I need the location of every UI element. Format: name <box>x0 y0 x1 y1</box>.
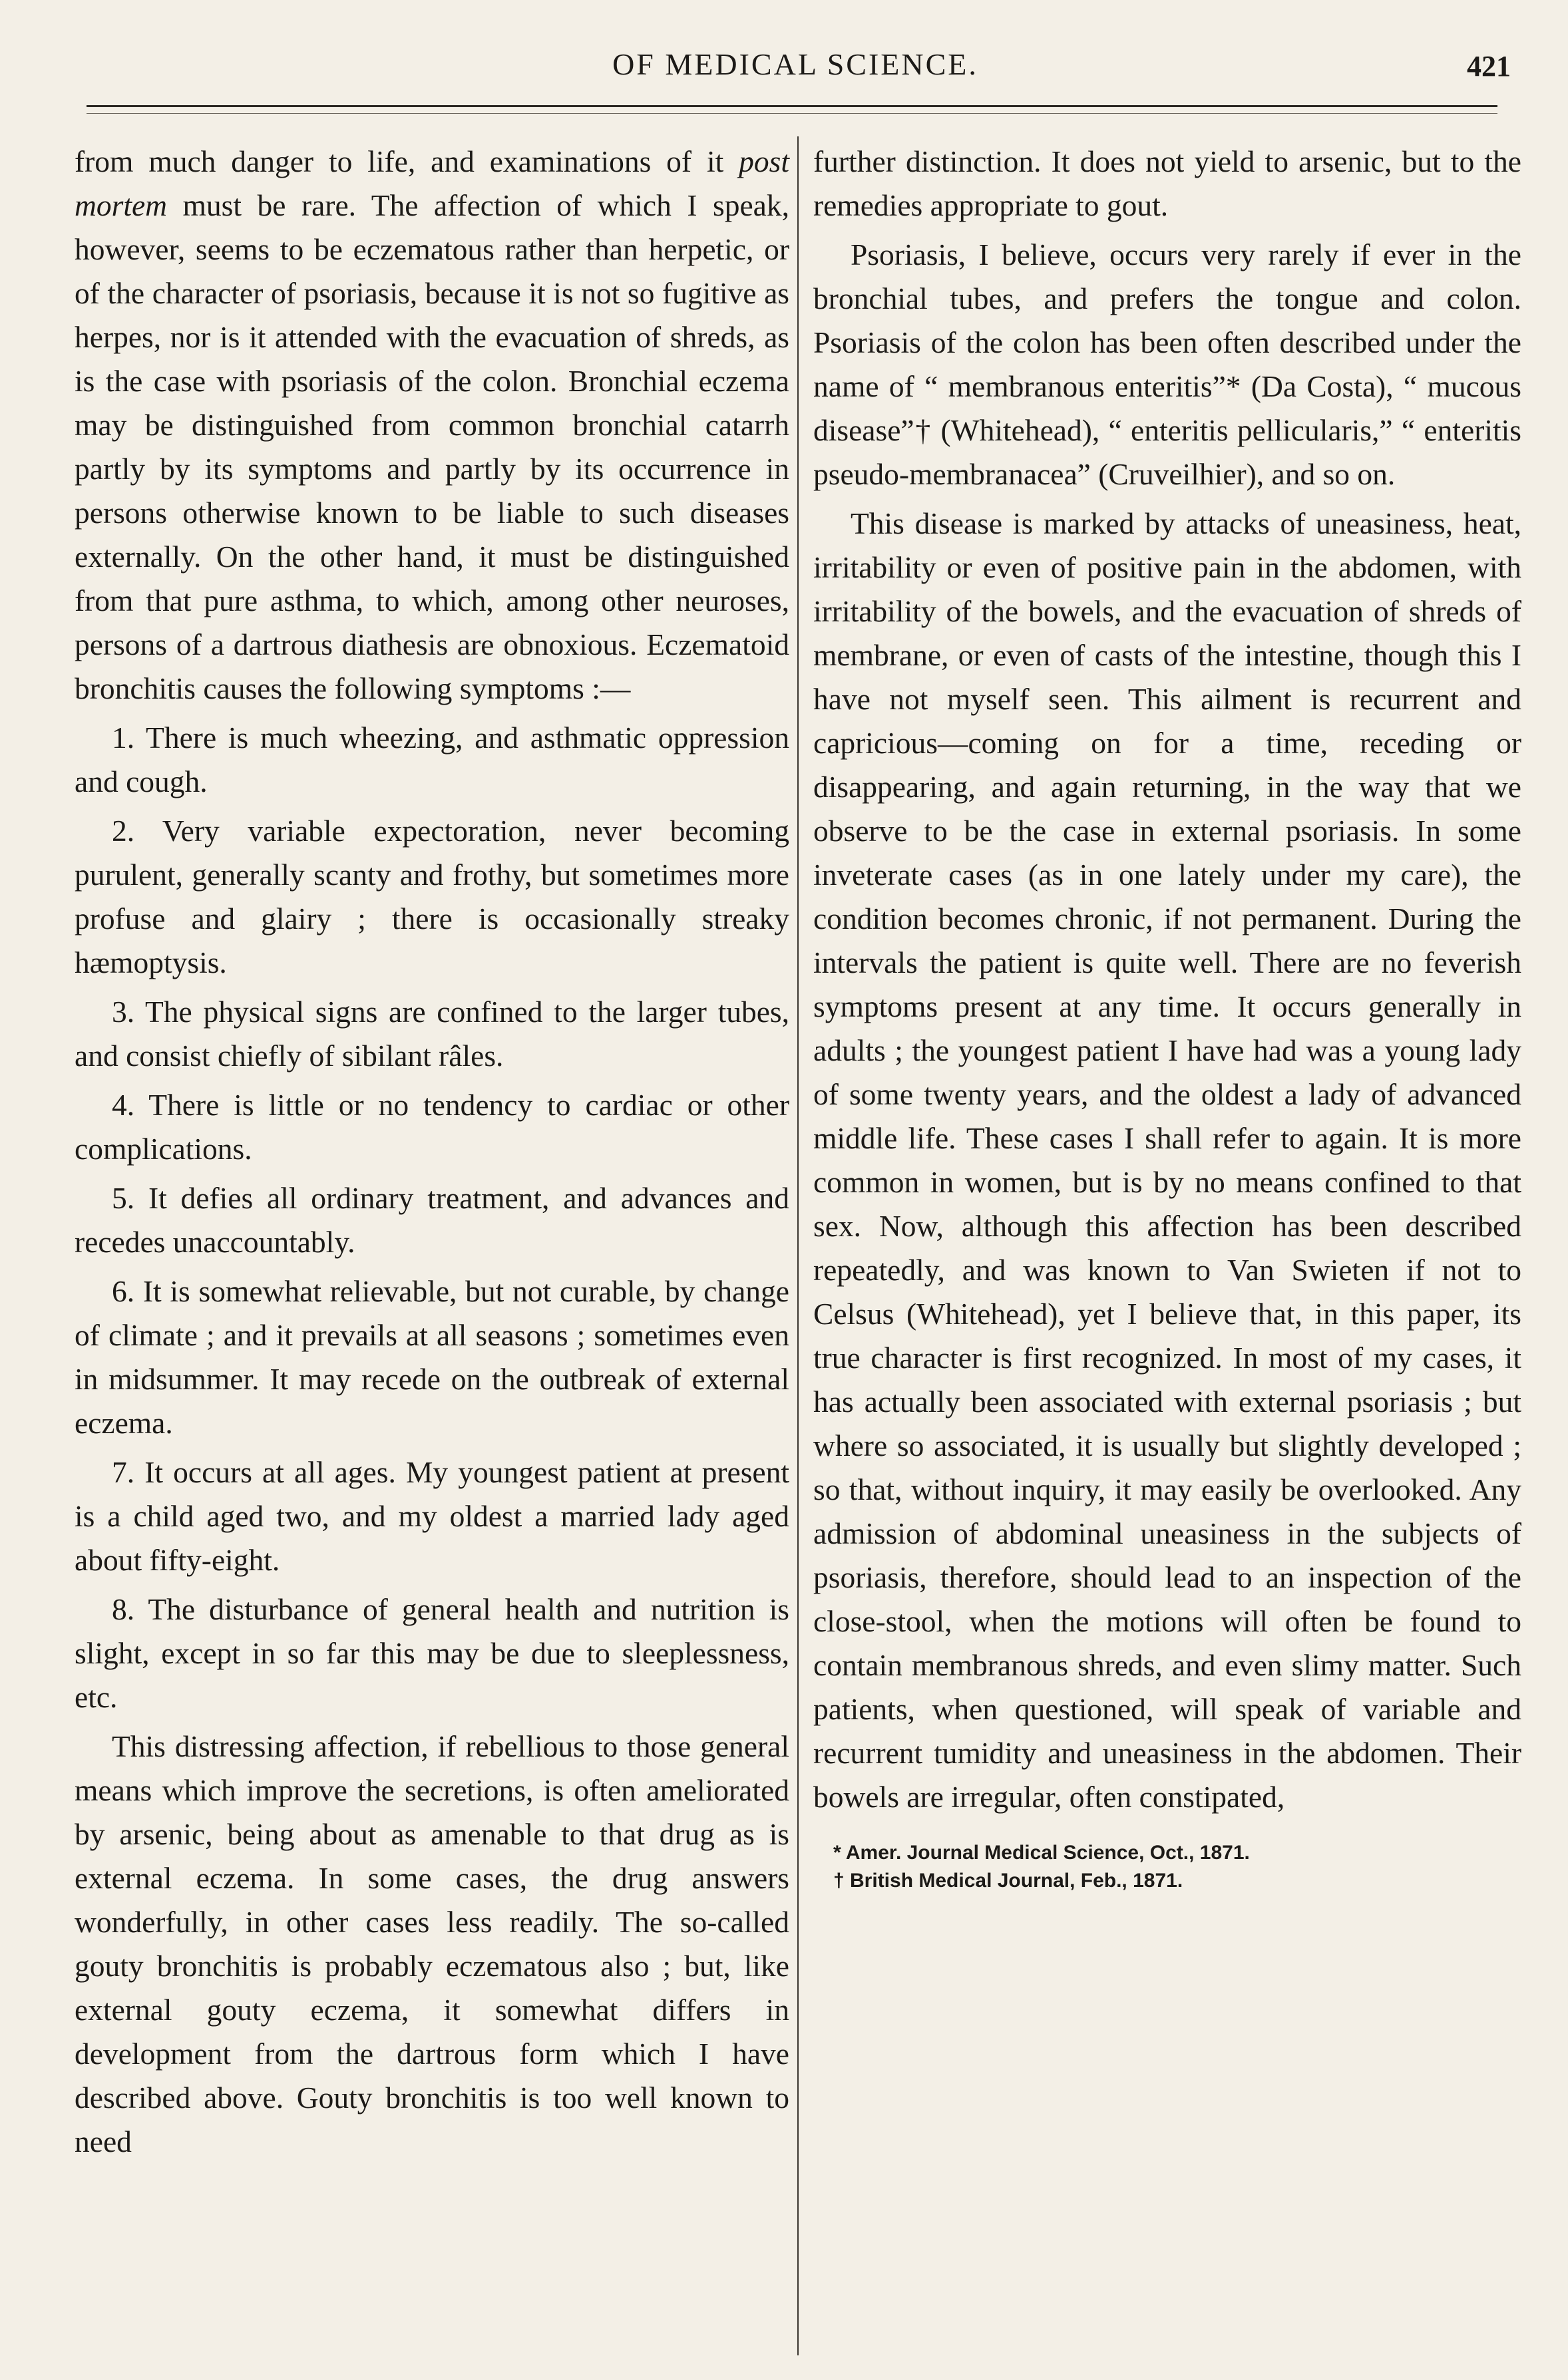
header-rule <box>87 105 1497 107</box>
paragraph-text: from much danger to life, and examinations of it <box>75 144 724 178</box>
symptom-item: 1. There is much wheezing, and asthmatic oppression and cough. <box>75 721 789 798</box>
paragraph: This disease is marked by attacks of uneasiness, heat, irritability or even of positive pain in the abdomen, with irritability of the bowels, and the evacuation of shreds of membrane, or even of casts of the intestine, though this I have not myself seen. This ailment is recurrent and capricious—coming on for a time, receding or disappearing, and again returning, in the way that we observe to be the case in external psoriasis. In some inveterate cases (as in one lately under my care), the condition becomes chronic, if not permanent. During the intervals the patient is quite well. There are no feverish symptoms present at any time. It occurs generally in adults ; the youngest patient I have had was a young lady of some twenty years, and the oldest a lady of advanced middle life. These cases I shall refer to again. It is more common in women, but is by no means confined to that sex. Now, although this affection has been described repeatedly, and was known to Van Swieten if not to Celsus (Whitehead), yet I believe that, in this paper, its true character is first recognized. In most of my cases, it has actually been associated with external psoriasis ; but where so associated, it is usually but slightly developed ; so that, without inquiry, it may easily be overlooked. Any admission of abdominal uneasiness in the subjects of psoriasis, therefore, should lead to an inspection of the close-stool, when the motions will often be found to contain membranous shreds, and even slimy matter. Such patients, when questioned, will speak of variable and recurrent tumidity and uneasiness in the abdomen. Their bowels are irregular, often constipated, <box>813 506 1521 1814</box>
symptom-item: 8. The disturbance of general health and nutrition is slight, except in so far this may be due to sleeplessness, etc. <box>75 1592 789 1714</box>
page-header <box>80 40 1511 100</box>
right-column <box>813 140 1521 1895</box>
paragraph <box>75 140 789 711</box>
paragraph: Psoriasis, I believe, occurs very rarely if ever in the bronchial tubes, and prefers the tongue and colon. Psoriasis of the colon has been often described under the name of “ membranous enteritis”* (Da Costa), “ mucous disease”† (Whitehead), “ enteritis pellicularis,” “ enteritis pseudo-membranacea” (Cruveilhier), and so on. <box>813 238 1521 491</box>
left-column <box>75 140 789 2169</box>
footnote: † British Medical Journal, Feb., 1871. <box>833 1870 1183 1892</box>
running-title: OF MEDICAL SCIENCE. <box>612 47 978 81</box>
paragraph: This distressing affection, if rebellious to those general means which improve the secretions, is often ameliorated by arsenic, being about as amenable to that drug as is external eczema. In some cases, the drug answers wonderfully, in other cases less readily. The so-called gouty bronchitis is probably eczematous also ; but, like external gouty eczema, it somewhat differs in development from the dartrous form which I have described above. Gouty bronchitis is too well known to need <box>75 1729 789 2158</box>
page-number: 421 <box>1467 50 1511 83</box>
header-rule-thin <box>87 113 1497 114</box>
symptom-item: 7. It occurs at all ages. My youngest patient at present is a child aged two, and my oldest a married lady aged about fifty-eight. <box>75 1455 789 1577</box>
footnotes <box>813 1839 1521 1895</box>
paragraph: further distinction. It does not yield to arsenic, but to the remedies appropriate to gout. <box>813 144 1521 222</box>
column-divider <box>797 136 799 2355</box>
symptom-item: 5. It defies all ordinary treatment, and advances and recedes unaccountably. <box>75 1181 789 1259</box>
symptom-item: 2. Very variable expectoration, never becoming purulent, generally scanty and frothy, but sometimes more profuse and glairy ; there is occasionally streaky hæmoptysis. <box>75 814 789 979</box>
italic-term: post mortem <box>75 144 789 222</box>
symptom-item: 6. It is somewhat relievable, but not curable, by change of climate ; and it prevails at all seasons ; sometimes even in midsummer. It may recede on the outbreak of external eczema. <box>75 1274 789 1440</box>
symptom-item: 4. There is little or no tendency to cardiac or other complications. <box>75 1088 789 1166</box>
symptom-item: 3. The physical signs are confined to the larger tubes, and consist chiefly of sibilant râles. <box>75 995 789 1073</box>
paragraph-text: must be rare. The affection of which I speak, however, seems to be eczematous rather than herpetic, or of the character of psoriasis, because it is not so fugitive as herpes, nor is it attended with the evacuation of shreds, as is the case with psoriasis of the colon. Bronchial eczema may be distinguished from common bronchial catarrh partly by its symptoms and partly by its occurrence in persons otherwise known to be liable to such diseases externally. On the other hand, it must be distinguished from that pure asthma, to which, among other neuroses, persons of a dartrous diathesis are obnoxious. Eczematoid bronchitis causes the following symptoms :— <box>75 188 789 705</box>
footnote: * Amer. Journal Medical Science, Oct., 1871. <box>833 1842 1250 1864</box>
